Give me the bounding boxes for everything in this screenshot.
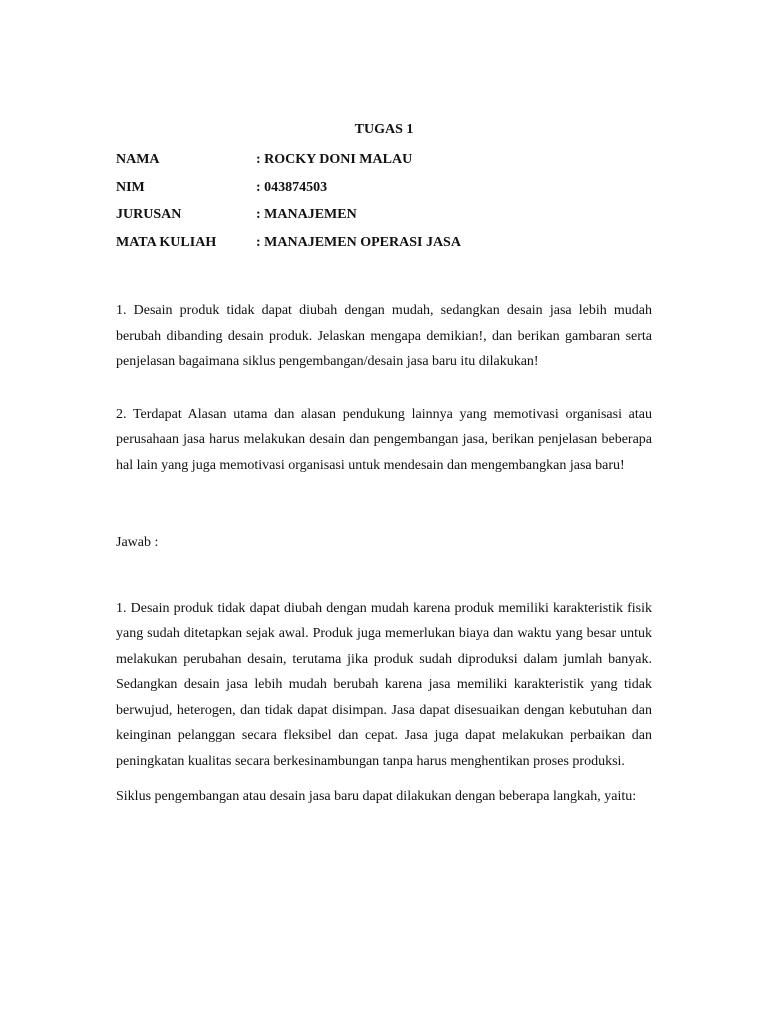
student-info	[116, 146, 652, 256]
info-label: JURUSAN	[116, 207, 182, 222]
info-label: NIM	[116, 179, 145, 195]
question-1: 1. Desain produk tidak dapat diubah dengan mudah, sedangkan desain jasa lebih mudah berubah dibanding desain produk. Jelaskan mengapa demikian!, dan berikan gambaran serta penjelasan bagaimana siklus pengembangan/desain jasa baru itu dilakukan!	[116, 303, 652, 369]
info-value: : MANAJEMEN	[256, 207, 357, 222]
info-row-nim	[116, 174, 652, 202]
info-label: MATA KULIAH	[116, 234, 217, 250]
info-value: : 043874503	[256, 179, 328, 195]
document-title: TUGAS 1	[354, 122, 414, 137]
answer-heading: Jawab :	[116, 535, 159, 550]
info-label: NAMA	[116, 152, 160, 167]
answer-1: 1. Desain produk tidak dapat diubah dengan mudah karena produk memiliki karakteristik fisik yang sudah ditetapkan sejak awal. Produk juga memerlukan biaya dan waktu yang besar untuk melakukan perubahan desain, terutama jika produk sudah diproduksi dalam jumlah banyak. Sedangkan desain jasa lebih mudah berubah karena jasa memiliki karakteristik yang tidak berwujud, heterogen, dan tidak dapat disimpan. Jasa dapat disesuaikan dengan kebutuhan dan keinginan pelanggan secara fleksibel dan cepat. Jasa juga dapat melakukan perbaikan dan peningkatan kualitas secara berkesinambungan tanpa harus menghentikan proses produksi.	[116, 600, 652, 769]
info-row-jurusan	[116, 201, 652, 229]
info-row-nama	[116, 146, 652, 174]
answer-1-cycle-intro: Siklus pengembangan atau desain jasa baru dapat dilakukan dengan beberapa langkah, yaitu:	[116, 789, 637, 804]
info-row-mata-kuliah	[116, 229, 652, 257]
info-value: : ROCKY DONI MALAU	[256, 152, 413, 167]
document-body	[116, 118, 652, 810]
question-2: 2. Terdapat Alasan utama dan alasan pendukung lainnya yang memotivasi organisasi atau perusahaan jasa harus melakukan desain dan pengembangan jasa, berikan penjelasan beberapa hal lain yang juga memotivasi organisasi untuk mendesain dan mengembangkan jasa baru!	[116, 406, 652, 473]
info-value: : MANAJEMEN OPERASI JASA	[256, 234, 461, 250]
